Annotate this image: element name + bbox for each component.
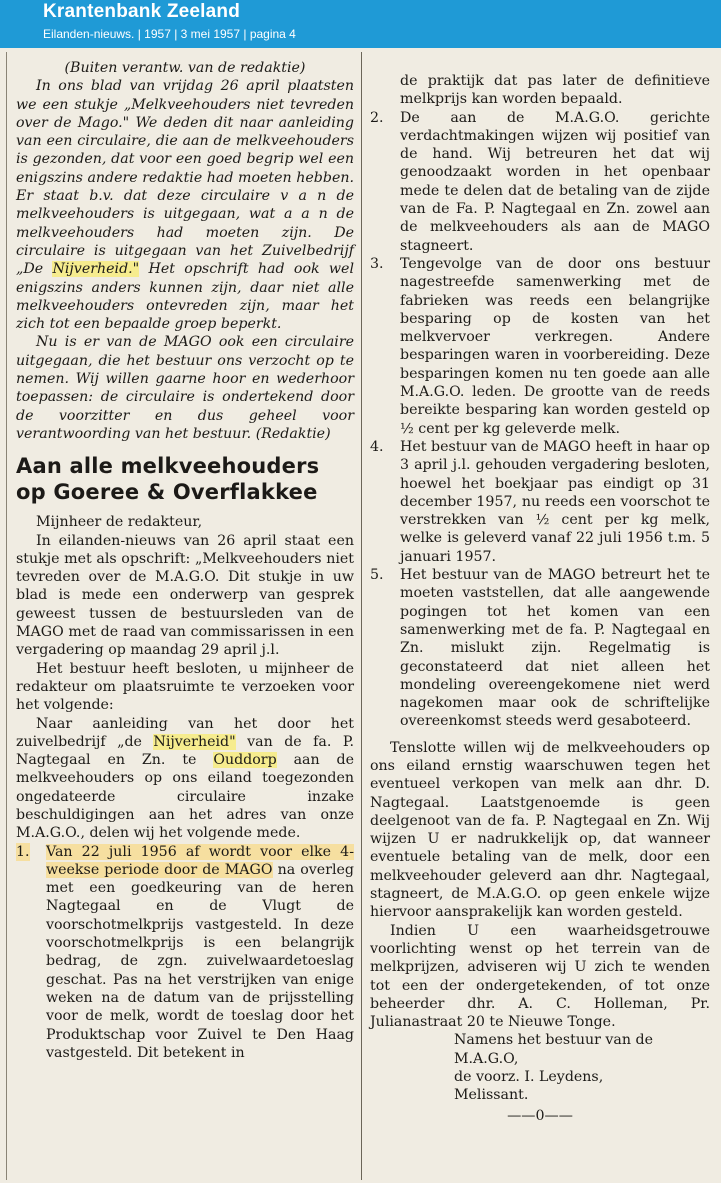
list-item: 5. Het bestuur van de MAGO betreurt het te moeten vaststellen, dat alle aangewende pogingen tot het komen van een samenwerking met de fa. P. Nagtegaal en Zn. mislukt zijn. Regelmatig is geconstateerd dat niet alleen het mondeling overeengekomene niet werd nagekomen maar ook de schriftelijke overeenkomst steeds werd gesaboteerd. bbox=[370, 567, 710, 730]
salutation: Mijnheer de redakteur, bbox=[36, 514, 203, 531]
highlight-ouddorp: Ouddorp bbox=[213, 752, 277, 769]
closing-paragraph-2: Indien U een waarheidsgetrouwe voorlichting wenst op het terrein van de melkprijzen, adviseren wij U zich te wenden tot een der ondergetekenden, of tot onze beheerder dhr. A. C. Holleman, Pr. Julianastraat 20 te Nieuwe Tonge. bbox=[370, 922, 710, 1031]
site-title[interactable]: Krantenbank Zeeland bbox=[43, 1, 241, 22]
list-item: 3. Tengevolge van de door ons bestuur nagestreefde samenwerking met de fabrieken was reeds een belangrijke besparing op de kosten van het melkvervoer verkregen. Andere besparingen waren in voorbereiding. Deze besparingen komen nu ten goede aan alle M.A.G.O. leden. De grootte van de reeds bereikte besparing kan worden gesteld op ½ cent per kg geleverde melk. bbox=[370, 255, 710, 437]
right-column bbox=[370, 72, 710, 1125]
highlight-item-1: Van 22 juli 1956 af wordt voor elke 4-weekse periode door de MAGO bbox=[46, 843, 354, 878]
highlight-nijverheid: Nijverheid." bbox=[52, 261, 140, 278]
letter-paragraph-1: In eilanden-nieuws van 26 april staat een stukje met als opschrift: „Melkveehouders niet tevreden over de M.A.G.O. Dit stukje in uw blad is mede een onderwerp van gesprek geweest tussen de bestuursleden van de MAGO met de raad van commissarissen in een vergadering op maandag 29 april j.l. bbox=[16, 532, 354, 659]
signature-line-2: de voorz. I. Leydens, bbox=[454, 1069, 604, 1086]
list-item: 2. De aan de M.A.G.O. gerichte verdachtmakingen wijzen wij positief van de hand. Wij betreuren het dat wij genoodzaakt worden in het openbaar mede te delen dat de betaling van de zijde van de Fa. P. Nagtegaal en Zn. zowel aan de melkveehouders als aan de MAGO stagneert. bbox=[370, 109, 710, 254]
end-mark: ——0—— bbox=[507, 1107, 573, 1124]
article-heading: Aan alle melkveehouders op Goeree & Overflakkee bbox=[16, 454, 320, 505]
letter-paragraph-3: Naar aanleiding van het door het zuivelbedrijf „de Nijverheid" van de fa. P. Nagtegaal en Zn. te Ouddorp aan de melkveehouders op ons eiland toegezonden ongedateerde circulaire inzake beschuldigingen aan het adres van onze M.A.G.O., delen wij het volgende mede. bbox=[16, 715, 354, 842]
signature-line-1: Namens het bestuur van de M.A.G.O, bbox=[454, 1032, 654, 1067]
list-item-1: 1. Van 22 juli 1956 af wordt voor elke 4-weekse periode door de MAGO na overleg met een goedkeuring van de heren Nagtegaal en de Vlugt de voorschotmelkprijs vastgesteld. In deze voorschotmelkprijs is een belangrijk bedrag, de zgn. zuivelwaardetoeslag geschat. Pas na het verstrijken van enige weken na de datum van de prijsstelling voor de melk, wordt de toeslag door het Produktschap voor Zuivel te Den Haag vastgesteld. Dit betekent in bbox=[16, 843, 354, 1061]
list-item: 4. Het bestuur van de MAGO heeft in haar op 3 april j.l. gehouden vergadering besloten, hoewel het boekjaar pas eindigt op 31 december 1957, nu reeds een voorschot te verstrekken van ½ cent per kg melk, welke is geleverd vanaf 22 juli 1956 t.m. 5 januari 1957. bbox=[370, 438, 710, 565]
site-header bbox=[0, 0, 721, 48]
editor-note: (Buiten verantw. van de redaktie) bbox=[64, 60, 306, 76]
closing-paragraph-1: Tenslotte willen wij de melkveehouders op ons eiland ernstig waarschuwen tegen het eventueel verkopen van melk aan dhr. D. Nagtegaal. Laatstgenoemde is geen deelgenoot van de fa. P. Nagtegaal en Zn. Wij wijzen U er nadrukkelijk op, dat wanneer eventuele betaling van de melk, door een melkveehouder geleverd aan dhr. Nagtegaal, stagneert, de M.A.G.O. op geen enkele wijze hiervoor aansprakelijk kan worden gesteld. bbox=[370, 739, 710, 921]
list-item-1-continued: de praktijk dat pas later de definitieve melkprijs kan worden bepaald. bbox=[400, 73, 710, 108]
left-column bbox=[16, 59, 354, 1062]
signature-line-3: Melissant. bbox=[454, 1087, 529, 1104]
article-breadcrumb: Eilanden-nieuws. | 1957 | 3 mei 1957 | pagina 4 bbox=[43, 27, 296, 41]
highlight-nijverheid-2: Nijverheid" bbox=[153, 733, 236, 750]
intro-paragraph-1: In ons blad van vrijdag 26 april plaatsten we een stukje „Melkveehouders niet tevreden over de Mago." We deden dit naar aanleiding van een circulaire, die aan de melkveehouders is gezonden, dat voor een goed begrip wel een enigszins andere redaktie had moeten hebben. Er staat b.v. dat deze circulaire v a n de melkveehouders is uitgegaan, wat a a n de melkveehouders had moeten zijn. De circulaire is uitgegaan van het Zuivelbedrijf „De Nijverheid." Het opschrift had ook wel enigszins anders kunnen zijn, daar niet alle melkveehouders ontevreden zijn, maar het zich tot een bepaalde groep beperkt. bbox=[16, 78, 354, 333]
column-divider bbox=[361, 52, 362, 1180]
letter-paragraph-2: Het bestuur heeft besloten, u mijnheer de redakteur om plaatsruimte te verzoeken voor het volgende: bbox=[16, 660, 354, 714]
list-number: 1. bbox=[16, 843, 30, 860]
left-border-rule bbox=[6, 52, 7, 1180]
intro-paragraph-2: Nu is er van de MAGO ook een circulaire uitgegaan, die het bestuur ons verzocht op te nemen. Wij willen gaarne hoor en wederhoor toepassen: de circulaire is ondertekend door de voorzitter en dus geheel voor verantwoording van het bestuur. (Redaktie) bbox=[16, 334, 354, 442]
